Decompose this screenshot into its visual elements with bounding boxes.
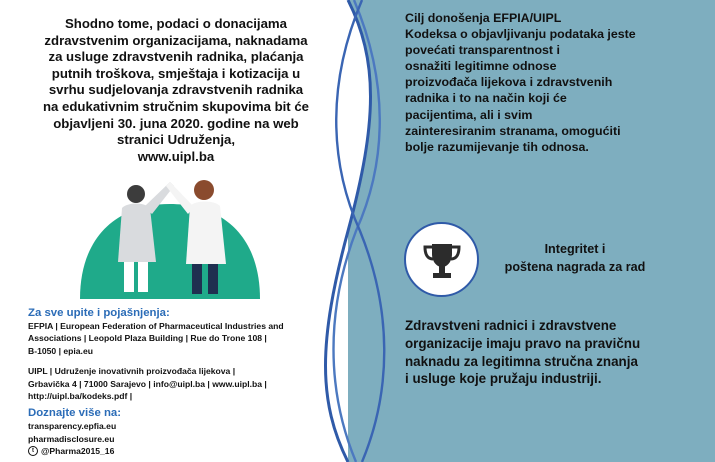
link-pharmadisclosure[interactable]: pharmadisclosure.eu bbox=[28, 433, 115, 444]
intro-line: svrhu sudjelovanja zdravstvenih radnika bbox=[48, 82, 304, 98]
rights-line: naknadu za legitimna stručna znanja bbox=[405, 353, 638, 369]
intro-line: na edukativnim stručnim skupovima bit će bbox=[42, 98, 310, 114]
rights-line: organizacije imaju pravo na pravičnu bbox=[405, 335, 641, 351]
website-link[interactable]: www.uipl.ba bbox=[137, 148, 215, 164]
more-heading: Doznajte više na: bbox=[28, 407, 122, 420]
efpia-line: Associations | Leopold Plaza Building | Rue do Trone 108 | bbox=[28, 333, 267, 344]
social-row[interactable] bbox=[28, 445, 328, 457]
intro-line: objavljeni 30. juna 2020. godine na web bbox=[53, 115, 299, 131]
efpia-line: EFPIA | European Federation of Pharmaceutical Industries and bbox=[28, 321, 284, 331]
goal-line: radnika i to na način koji će bbox=[405, 91, 567, 106]
goal-line: osnažiti legitimne odnose bbox=[405, 59, 557, 74]
goal-line: Kodeksa o objavljivanju podataka jeste bbox=[405, 27, 636, 42]
rights-text bbox=[405, 317, 700, 388]
intro-line: za usluge zdravstvenih radnika, plaćanja bbox=[48, 49, 304, 65]
high-five-illustration bbox=[70, 174, 270, 299]
intro-line: Shodno tome, podaci o donacijama bbox=[64, 16, 287, 31]
integrity-line: Integritet i bbox=[544, 242, 606, 256]
intro-line: zdravstvenim organizacijama, naknadama bbox=[44, 32, 308, 48]
efpia-line: B-1050 | epia.eu bbox=[28, 345, 93, 356]
trophy-badge bbox=[404, 222, 479, 297]
trophy-icon bbox=[420, 238, 464, 282]
uipl-link[interactable]: http://uipl.ba/kodeks.pdf | bbox=[28, 391, 133, 402]
rights-line: i usluge koje pružaju industriji. bbox=[405, 371, 602, 387]
goal-line: proizvođača lijekova i zdravstvenih bbox=[405, 75, 613, 90]
goal-line: bolje razumijevanje tih odnosa. bbox=[405, 139, 589, 154]
goal-line: Cilj donošenja EFPIA/UIPL bbox=[405, 11, 562, 25]
goal-text bbox=[405, 10, 695, 155]
contact-heading: Za sve upite i pojašnjenja: bbox=[28, 307, 170, 319]
twitter-icon: t bbox=[28, 446, 38, 456]
social-handle[interactable]: @Pharma2015_16 bbox=[41, 446, 115, 457]
uipl-line: Grbavička 4 | 71000 Sarajevo | info@uipl.ba | www.uipl.ba | bbox=[28, 378, 267, 389]
intro-line: stranici Udruženja, bbox=[117, 132, 235, 148]
goal-line: zainteresiranim stranama, omogućiti bbox=[405, 123, 621, 138]
rights-line: Zdravstveni radnici i zdravstvene bbox=[405, 318, 617, 333]
intro-line: putnih troškova, smještaja i kotizacija u bbox=[51, 65, 301, 81]
integrity-line: poštena nagrada za rad bbox=[504, 260, 646, 274]
integrity-text bbox=[490, 240, 660, 276]
goal-line: pacijentima, ali i svim bbox=[405, 107, 533, 122]
link-transparency[interactable]: transparency.epfia.eu bbox=[28, 421, 117, 432]
uipl-line: UIPL | Udruženje inovativnih proizvođača lijekova | bbox=[28, 366, 236, 377]
contact-block bbox=[28, 306, 328, 458]
intro-text bbox=[16, 16, 336, 165]
goal-line: povećati transparentnost i bbox=[405, 43, 560, 58]
